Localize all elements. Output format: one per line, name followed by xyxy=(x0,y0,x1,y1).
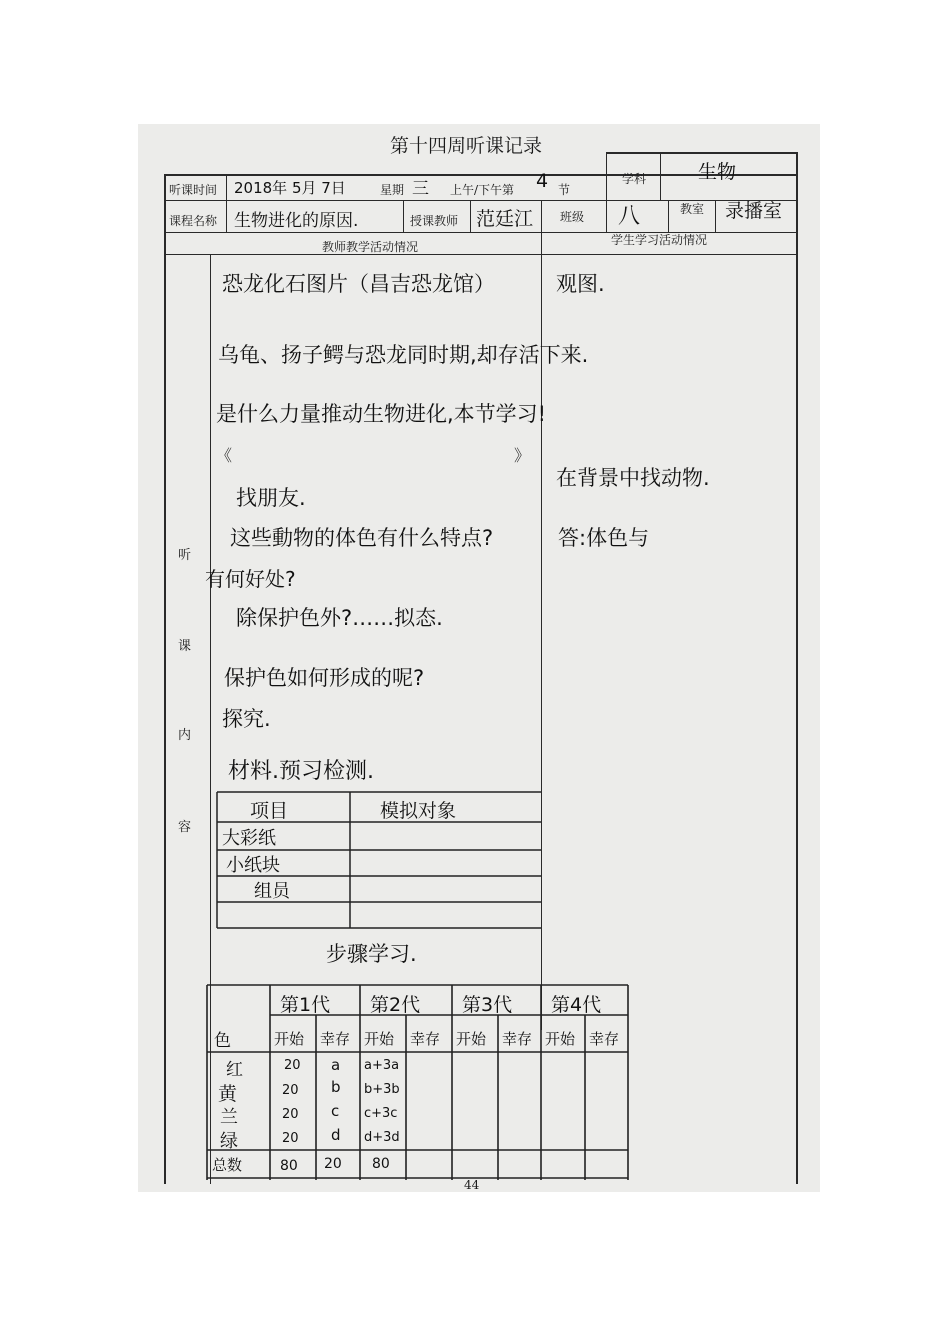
teacher-note-1: 恐龙化石图片（昌吉恐龙馆） xyxy=(222,272,495,296)
teacher-note-close-quote: 》 xyxy=(514,446,531,465)
period-unit: 节 xyxy=(558,183,571,197)
row-yellow-start: 20 xyxy=(282,1083,299,1098)
teacher-note-9: 保护色如何形成的呢? xyxy=(224,666,425,690)
gen-2-header: 第2代 xyxy=(370,994,421,1016)
teacher-note-3: 是什么力量推动生物进化,本节学习! xyxy=(216,402,547,426)
teacher-note-10: 探究. xyxy=(222,707,271,731)
materials-row-2: 小纸块 xyxy=(226,855,280,876)
teacher-note-11: 材料.预习检测. xyxy=(228,759,374,784)
class-label: 班级 xyxy=(560,210,585,224)
teacher-label: 授课教师 xyxy=(410,214,459,228)
gen-1-start-header: 开始 xyxy=(274,1030,305,1048)
side-label-ke: 课 xyxy=(178,639,192,654)
row-green-survive: d xyxy=(331,1126,341,1144)
weekday-label: 星期 xyxy=(380,183,405,197)
row-blue-gen2-start: c+3c xyxy=(364,1106,398,1121)
gen-1-header: 第1代 xyxy=(280,994,331,1016)
period-value: 4 xyxy=(536,170,549,192)
row-total-gen2-start: 80 xyxy=(372,1156,390,1172)
teacher-value: 范廷江 xyxy=(476,208,534,230)
teacher-activity-heading: 教师教学活动情况 xyxy=(322,240,419,254)
teacher-note-5: 找朋友. xyxy=(236,486,306,510)
teacher-note-open-quote: 《 xyxy=(216,446,233,465)
row-blue-color: 兰 xyxy=(220,1107,238,1128)
gen-3-header: 第3代 xyxy=(462,994,513,1016)
row-yellow-color: 黄 xyxy=(218,1083,238,1105)
period-label: 上午/下午第 xyxy=(450,183,515,197)
page-title: 第十四周听课记录 xyxy=(390,135,543,157)
materials-header-object: 模拟对象 xyxy=(380,800,457,822)
row-yellow-survive: b xyxy=(331,1078,341,1096)
row-total-label: 总数 xyxy=(212,1156,243,1174)
gen-1-survive-header: 幸存 xyxy=(320,1030,351,1048)
teacher-note-8: 除保护色外?……拟态. xyxy=(236,606,443,630)
gen-3-start-header: 开始 xyxy=(456,1030,487,1048)
student-note-2: 在背景中找动物. xyxy=(556,466,710,490)
color-header: 色 xyxy=(214,1031,231,1051)
gen-4-start-header: 开始 xyxy=(545,1030,576,1048)
weekday-value: 三 xyxy=(412,179,429,199)
course-value: 生物进化的原因. xyxy=(234,211,359,231)
student-note-3: 答:体色与 xyxy=(558,526,650,550)
row-yellow-gen2-start: b+3b xyxy=(364,1082,400,1097)
room-value: 录播室 xyxy=(725,200,783,222)
row-green-start: 20 xyxy=(282,1131,299,1146)
page-number: 44 xyxy=(464,1178,480,1192)
row-green-gen2-start: d+3d xyxy=(364,1130,400,1145)
gen-3-survive-header: 幸存 xyxy=(502,1030,533,1048)
teacher-note-6: 这些動物的体色有什么特点? xyxy=(230,526,494,550)
row-total-start: 80 xyxy=(280,1158,298,1174)
row-green-color: 绿 xyxy=(220,1131,238,1152)
gen-4-header: 第4代 xyxy=(551,994,602,1016)
row-blue-survive: c xyxy=(331,1102,340,1120)
row-red-gen2-start: a+3a xyxy=(364,1058,400,1073)
date-value: 2018年 5月 7日 xyxy=(234,179,346,197)
materials-header-item: 项目 xyxy=(250,800,289,822)
teacher-note-2: 乌龟、扬子鳄与恐龙同时期,却存活下来. xyxy=(218,343,589,367)
gen-2-start-header: 开始 xyxy=(364,1030,395,1048)
student-note-1: 观图. xyxy=(556,272,605,296)
steps-title: 步骤学习. xyxy=(326,942,417,966)
row-red-color: 红 xyxy=(226,1060,243,1080)
row-red-survive: a xyxy=(331,1056,341,1074)
row-blue-start: 20 xyxy=(282,1107,299,1122)
subject-label: 学科 xyxy=(622,172,647,186)
teacher-note-7: 有何好处? xyxy=(205,567,296,591)
course-label: 课程名称 xyxy=(169,214,218,228)
materials-row-1: 大彩纸 xyxy=(222,828,276,849)
gen-2-survive-header: 幸存 xyxy=(410,1030,441,1048)
gen-4-survive-header: 幸存 xyxy=(589,1030,620,1048)
row-total-survive: 20 xyxy=(324,1156,342,1172)
room-label: 教室 xyxy=(680,202,705,216)
row-red-start: 20 xyxy=(284,1058,301,1073)
side-label-ting: 听 xyxy=(178,548,192,563)
materials-row-3: 组员 xyxy=(254,881,290,902)
time-label: 听课时间 xyxy=(169,183,218,197)
subject-value: 生物 xyxy=(698,161,737,183)
class-value: 八 xyxy=(618,204,641,229)
side-label-nei: 内 xyxy=(178,728,192,743)
side-label-rong: 容 xyxy=(178,820,192,835)
student-activity-heading: 学生学习活动情况 xyxy=(611,233,708,247)
